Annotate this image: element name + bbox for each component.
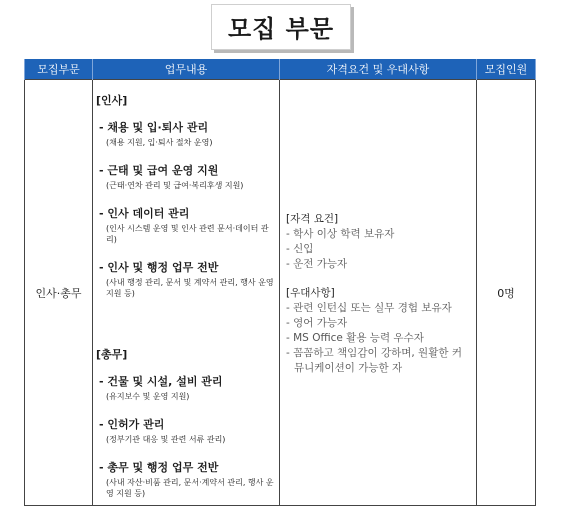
- duty-detail: (사내 행정 관리, 문서 및 계약서 관리, 행사 운영 지원 등): [106, 278, 274, 298]
- duty-heading: - 채용 및 입·퇴사 관리: [99, 121, 209, 134]
- list-item: - 신입: [286, 242, 314, 255]
- section-title-ga: [총무]: [96, 348, 128, 361]
- department-cell: 인사·총무: [25, 80, 93, 506]
- header-qualifications: 자격요건 및 우대사항: [280, 59, 477, 80]
- list-item: [99, 121, 275, 148]
- headcount-cell: 0명: [477, 80, 536, 506]
- list-item: [99, 375, 275, 402]
- page-title: 모집 부문: [211, 4, 351, 50]
- duty-heading: - 근태 및 급여 운영 지원: [99, 164, 219, 177]
- header-department: 모집부문: [25, 59, 93, 80]
- list-item: [99, 461, 275, 499]
- duty-detail: (인사 시스템 운영 및 인사 관련 문서·데이터 관리): [106, 224, 269, 244]
- recruitment-table: [24, 59, 536, 506]
- requirements-list: [286, 227, 470, 272]
- table-row: [25, 80, 536, 506]
- list-item: [99, 261, 275, 299]
- duty-detail: (유지보수 및 운영 지원): [106, 392, 190, 401]
- duty-heading: - 건물 및 시설, 설비 관리: [99, 375, 223, 388]
- list-item: [99, 418, 275, 445]
- table-header-row: [25, 59, 536, 80]
- duty-detail: (사내 자산·비품 관리, 문서·계약서 관리, 행사 운영 지원 등): [106, 478, 274, 498]
- preferred-title: [우대사항]: [286, 286, 335, 299]
- list-item: - MS Office 활용 능력 우수자: [286, 331, 424, 344]
- list-item: - 관련 인턴십 또는 실무 경험 보유자: [286, 301, 452, 314]
- section-title-hr: [인사]: [96, 94, 128, 107]
- duties-ga-section: [97, 346, 275, 499]
- duty-heading: - 인허가 관리: [99, 418, 165, 431]
- duty-detail: (채용 지원, 입·퇴사 절차 운영): [106, 138, 213, 147]
- title-area: [0, 4, 562, 50]
- duty-detail: (정부기관 대응 및 관련 서류 관리): [106, 435, 226, 444]
- list-item: - 운전 가능자: [286, 257, 348, 270]
- qualifications-cell: [280, 80, 477, 506]
- list-item: [99, 207, 275, 245]
- duty-detail: (근태·연차 관리 및 급여·복리후생 지원): [106, 181, 244, 190]
- duty-heading: - 인사 및 행정 업무 전반: [99, 261, 219, 274]
- preferred-list: [286, 301, 470, 376]
- requirements-title: [자격 요건]: [286, 212, 339, 225]
- header-duties: 업무내용: [93, 59, 280, 80]
- duties-cell: [93, 80, 280, 506]
- duty-heading: - 총무 및 행정 업무 전반: [99, 461, 219, 474]
- list-item: - 학사 이상 학력 보유자: [286, 227, 395, 240]
- duties-hr-section: [97, 92, 275, 299]
- duty-heading: - 인사 데이터 관리: [99, 207, 190, 220]
- list-item: [99, 164, 275, 191]
- list-item: - 꼼꼼하고 책임감이 강하며, 원활한 커뮤니케이션이 가능한 자: [286, 346, 462, 374]
- header-headcount: 모집인원: [477, 59, 536, 80]
- list-item: - 영어 가능자: [286, 316, 348, 329]
